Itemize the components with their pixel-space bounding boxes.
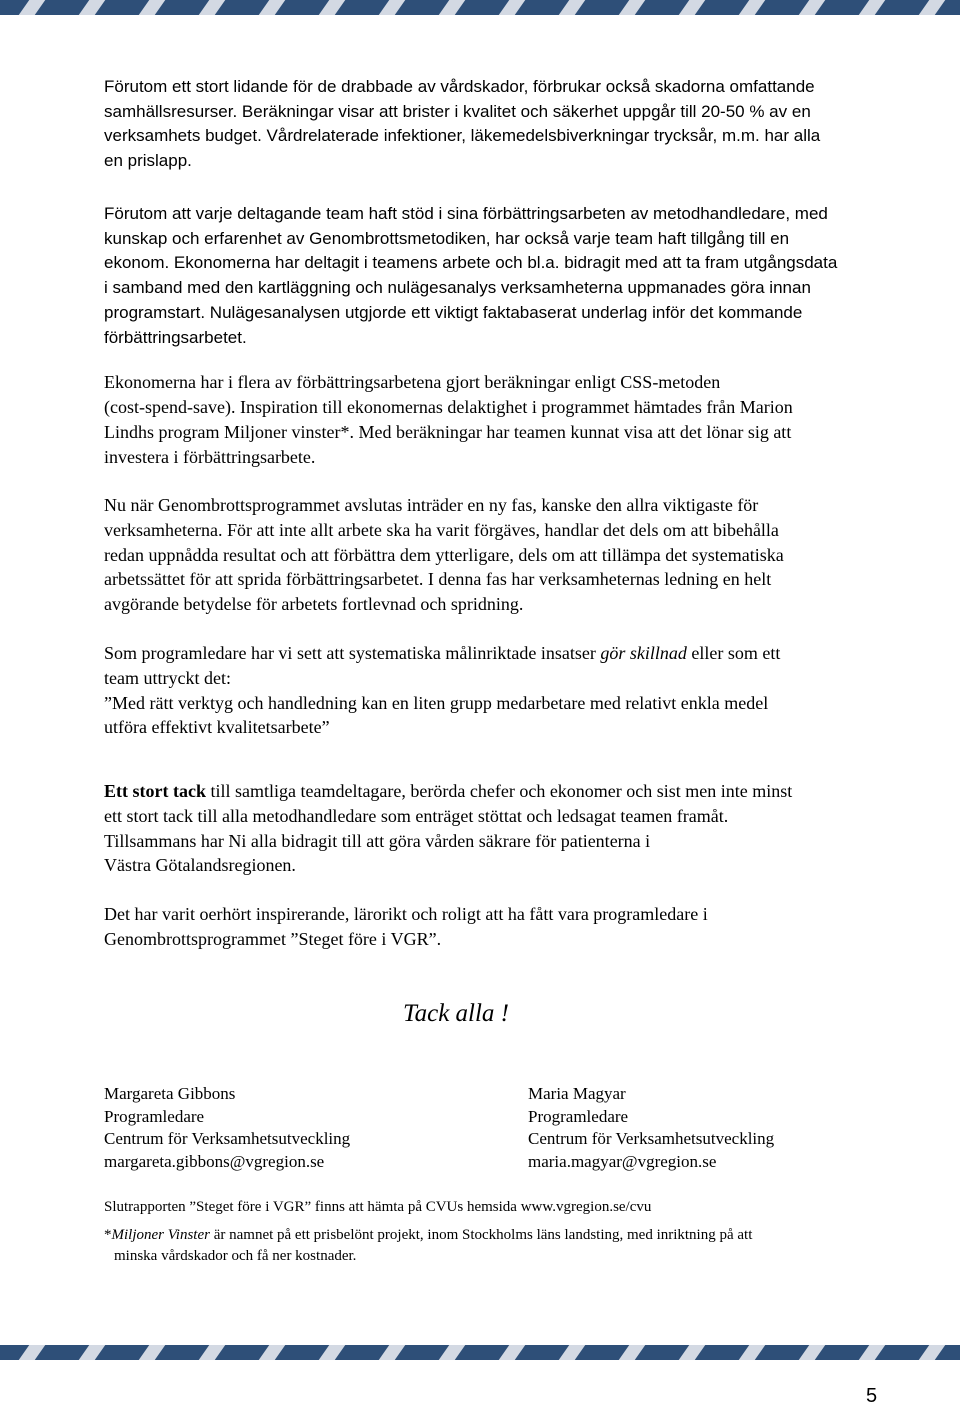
band-stripe — [755, 1345, 810, 1360]
text-line: Lindhs program Miljoner vinster*. Med beräkningar har teamen kunnat visa att det lönar sig att — [104, 422, 792, 442]
text-line: ett stort tack till alla metodhandledare som enträget stöttat och ledsagat teamen framåt. — [104, 805, 729, 826]
text-line: Förutom ett stort lidande för de drabbade av vårdskador, förbrukar också skadorna omfattande — [104, 77, 815, 96]
band-stripe — [635, 0, 690, 15]
band-stripe — [0, 0, 29, 15]
text-segment: är namnet på ett prisbelönt projekt, inom Stockholms läns landsting, med inriktning på att — [209, 1227, 753, 1243]
band-stripe — [575, 0, 630, 15]
band-stripe — [395, 0, 450, 15]
band-stripe — [635, 1345, 690, 1360]
signature-org: Centrum för Verksamhetsutveckling — [104, 1129, 351, 1148]
band-stripe — [815, 0, 870, 15]
band-stripe — [695, 0, 750, 15]
paragraph-inspiring — [104, 902, 708, 952]
text-line: team uttryckt det: — [104, 667, 231, 688]
band-stripe — [215, 1345, 270, 1360]
quote-line: ”Med rätt verktyg och handledning kan en liten grupp medarbetare med relativt enkla medel — [104, 692, 769, 713]
text-segment: Som programledare har vi sett att systematiska målinriktade insatser — [104, 643, 601, 663]
text-line: ekonom. Ekonomerna har deltagit i teamens arbete och bl.a. bidragit med att ta fram utgångsdata — [104, 253, 838, 273]
paragraph-thanks — [104, 779, 792, 878]
band-stripe — [875, 0, 930, 15]
text-line: kunskap och erfarenhet av Genombrottsmetodiken, har också varje team haft tillgång till en — [104, 228, 790, 248]
text-line: programstart. Nulägesanalysen utgjorde ett viktigt faktabaserat underlag inför det kommande — [104, 302, 803, 322]
text-line: samhällsresurser. Beräkningar visar att brister i kvalitet och säkerhet uppgår till 20-50 % av en — [104, 101, 811, 121]
text-line: Tillsammans har Ni alla bidragit till att göra vården säkrare för patienterna i — [104, 830, 651, 851]
closing-greeting: Tack alla ! — [402, 1000, 510, 1027]
text-line: en prislapp. — [104, 151, 192, 171]
signature-email: margareta.gibbons@vgregion.se — [104, 1151, 325, 1171]
text-line: Förutom att varje deltagande team haft stöd i sina förbättringsarbeten av metodhandledare, med — [104, 204, 828, 223]
paragraph-next-phase — [104, 493, 784, 617]
text-line: Nu när Genombrottsprogrammet avslutas inträder en ny fas, kanske den allra viktigaste för — [104, 495, 759, 515]
band-stripe — [35, 0, 90, 15]
band-stripe — [455, 1345, 510, 1360]
text-line: Ekonomerna har i flera av förbättringsarbetena gjort beräkningar enligt CSS-metoden — [104, 372, 721, 392]
signature-block-left — [104, 1083, 350, 1173]
signature-role: Programledare — [104, 1106, 205, 1126]
signature-role: Programledare — [528, 1106, 629, 1126]
band-stripe — [335, 0, 390, 15]
band-stripe — [155, 0, 210, 15]
band-stripe — [0, 1345, 29, 1360]
quote-line: utföra effektivt kvalitetsarbete” — [104, 717, 330, 738]
text-line: verksamhets budget. Vårdrelaterade infektioner, läkemedelsbiverkningar trycksår, m.m. har alla — [104, 126, 821, 146]
paragraph-css-method — [104, 370, 793, 470]
paragraph-program-leaders-quote — [104, 641, 780, 740]
header-decorative-band — [0, 0, 960, 15]
text-line: i samband med den kartläggning och nulägesanalys verksamheterna uppmanades göra innan — [104, 278, 811, 298]
text-line: avgörande betydelse för arbetets fortlevnad och spridning. — [104, 594, 524, 615]
band-stripe — [395, 1345, 450, 1360]
band-stripe — [275, 1345, 330, 1360]
project-name: Miljoner Vinster — [111, 1227, 210, 1243]
band-stripe — [935, 1345, 960, 1360]
text-line: Västra Götalandsregionen. — [104, 855, 296, 876]
band-stripe — [815, 1345, 870, 1360]
band-stripe — [455, 0, 510, 15]
text-line: (cost-spend-save). Inspiration till ekonomernas delaktighet i programmet hämtades från Marion — [104, 397, 793, 417]
page-number: 5 — [866, 1385, 878, 1407]
text-line: investera i förbättringsarbete. — [104, 447, 316, 467]
signature-block-right — [528, 1083, 774, 1173]
text-line — [104, 1225, 752, 1246]
band-stripe — [155, 1345, 210, 1360]
paragraph-resource-cost — [104, 75, 820, 174]
text-line: redan uppnådda resultat och att förbättra dem ytterligare, dels om att tillämpa det systematiska — [104, 544, 784, 565]
signature-name: Maria Magyar — [528, 1084, 626, 1103]
emphasis-text: gör skillnad — [600, 643, 687, 663]
band-stripe — [515, 0, 570, 15]
footnote-marker: * — [104, 1227, 112, 1243]
text-line: Det har varit oerhört inspirerande, lärorikt och roligt att ha fått vara programledare i — [104, 904, 708, 924]
band-stripe — [575, 1345, 630, 1360]
text-line: verksamheterna. För att inte allt arbete ska ha varit förgäves, handlar det dels om att bibehålla — [104, 519, 779, 540]
bold-text: Ett stort tack — [104, 781, 206, 801]
footnote-report-link: Slutrapporten ”Steget före i VGR” finns att hämta på CVUs hemsida www.vgregion.se/cvu — [104, 1199, 652, 1215]
text-line: förbättringsarbetet. — [104, 327, 247, 347]
paragraph-economist-support — [104, 202, 837, 350]
text-segment: till samtliga teamdeltagare, berörda chefer och ekonomer och sist men inte minst — [205, 781, 793, 801]
signature-org: Centrum för Verksamhetsutveckling — [528, 1129, 775, 1148]
band-stripe — [695, 1345, 750, 1360]
band-stripe — [95, 1345, 150, 1360]
band-stripe — [935, 0, 960, 15]
text-line — [104, 779, 792, 804]
footnote-project — [104, 1225, 752, 1267]
signature-name: Margareta Gibbons — [104, 1084, 236, 1103]
text-line: Genombrottsprogrammet ”Steget före i VGR”. — [104, 928, 442, 949]
band-stripe — [215, 0, 270, 15]
band-stripe — [755, 0, 810, 15]
text-line: minska vårdskador och få ner kostnader. — [114, 1248, 357, 1264]
band-stripe — [95, 0, 150, 15]
text-segment: eller som ett — [686, 643, 781, 663]
band-stripe — [515, 1345, 570, 1360]
band-stripe — [335, 1345, 390, 1360]
footer-decorative-band — [0, 1345, 960, 1360]
signature-email: maria.magyar@vgregion.se — [528, 1151, 717, 1171]
text-line: arbetssättet för att sprida förbättringsarbetet. I denna fas har verksamheternas ledning en helt — [104, 569, 772, 590]
text-line — [104, 641, 780, 666]
band-stripe — [875, 1345, 930, 1360]
band-stripe — [275, 0, 330, 15]
band-stripe — [35, 1345, 90, 1360]
